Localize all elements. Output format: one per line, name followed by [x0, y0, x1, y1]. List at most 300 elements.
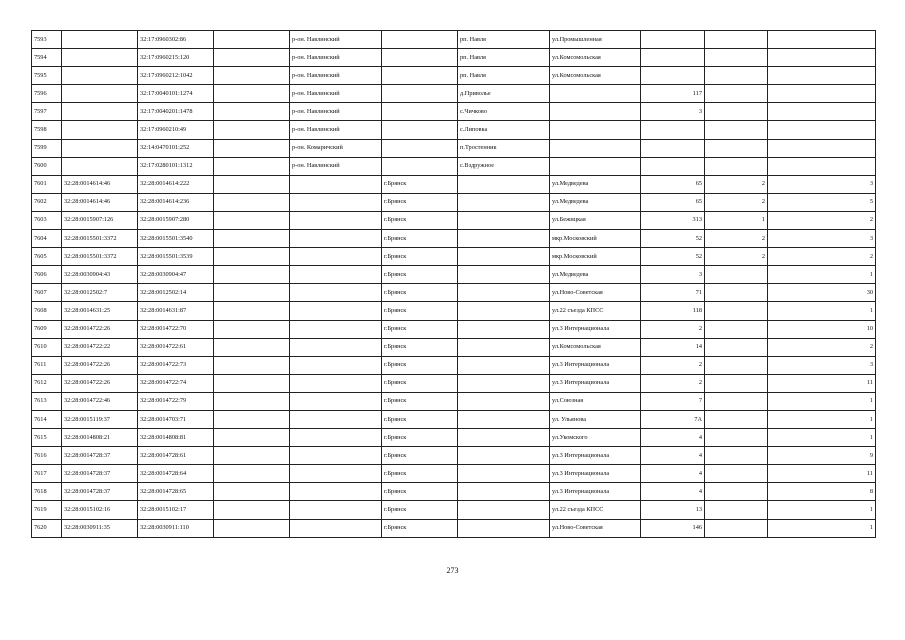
cell-cadastral-number: 32:17:0280101:1312 [138, 157, 214, 175]
cell-row-number: 7602 [32, 193, 62, 211]
cell-cadastral-number: 32:14:0470101:252 [138, 139, 214, 157]
cell-parent-cadastral-number: 32:28:0014722:22 [62, 338, 138, 356]
cell-parent-cadastral-number: 32:28:0030911:35 [62, 519, 138, 537]
cell-district [290, 501, 382, 519]
cell-settlement [458, 338, 550, 356]
cell-settlement [458, 175, 550, 193]
cell-blank-cell [214, 31, 290, 49]
cell-parent-cadastral-number: 32:28:0014631:25 [62, 302, 138, 320]
cell-building [705, 483, 768, 501]
cell-house-number: 2 [641, 374, 705, 392]
cell-blank-cell [214, 483, 290, 501]
table-row [32, 266, 876, 284]
cell-city: г.Брянск [382, 338, 458, 356]
cell-parent-cadastral-number: 32:28:0015119:37 [62, 410, 138, 428]
cell-city: г.Брянск [382, 266, 458, 284]
cell-cadastral-number: 32:28:0014728:61 [138, 447, 214, 465]
cell-city: г.Брянск [382, 302, 458, 320]
cell-district [290, 356, 382, 374]
cell-settlement [458, 356, 550, 374]
cell-district [290, 211, 382, 229]
cell-apartment [768, 67, 876, 85]
cell-blank-cell [214, 211, 290, 229]
cell-parent-cadastral-number: 32:28:0012502:7 [62, 284, 138, 302]
cell-blank-cell [214, 302, 290, 320]
cell-cadastral-number: 32:28:0015907:280 [138, 211, 214, 229]
cell-building [705, 320, 768, 338]
cell-blank-cell [214, 266, 290, 284]
cell-apartment: 5 [768, 193, 876, 211]
cell-street: ул.3 Интернационала [550, 447, 641, 465]
cell-parent-cadastral-number: 32:28:0014728:37 [62, 465, 138, 483]
cell-parent-cadastral-number [62, 49, 138, 67]
cell-city: г.Брянск [382, 356, 458, 374]
cell-row-number: 7606 [32, 266, 62, 284]
cell-settlement: рп. Навля [458, 31, 550, 49]
cell-parent-cadastral-number: 32:28:0015501:3372 [62, 230, 138, 248]
cell-city: г.Брянск [382, 211, 458, 229]
cell-city: г.Брянск [382, 230, 458, 248]
page-number: 273 [446, 566, 459, 575]
cell-parent-cadastral-number: 32:28:0014728:37 [62, 447, 138, 465]
cell-building [705, 139, 768, 157]
cell-settlement [458, 501, 550, 519]
cell-row-number: 7600 [32, 157, 62, 175]
cell-city: г.Брянск [382, 483, 458, 501]
cell-cadastral-number: 32:28:0015501:3539 [138, 248, 214, 266]
table-row [32, 501, 876, 519]
cell-row-number: 7605 [32, 248, 62, 266]
cell-house-number: 117 [641, 85, 705, 103]
cell-house-number [641, 139, 705, 157]
table-row [32, 139, 876, 157]
cell-street: ул.Комсомольская [550, 67, 641, 85]
cell-house-number: 7А [641, 410, 705, 428]
cell-city: г.Брянск [382, 175, 458, 193]
cell-parent-cadastral-number: 32:28:0015102:16 [62, 501, 138, 519]
cell-street: мкр.Московский [550, 230, 641, 248]
cell-house-number: 118 [641, 302, 705, 320]
property-register-table [31, 30, 876, 538]
cell-apartment: 1 [768, 501, 876, 519]
cell-building [705, 266, 768, 284]
cell-blank-cell [214, 519, 290, 537]
cell-settlement [458, 211, 550, 229]
cell-settlement [458, 374, 550, 392]
cell-street: ул.Комсомольская [550, 338, 641, 356]
cell-row-number: 7610 [32, 338, 62, 356]
cell-street: ул. Ульянова [550, 410, 641, 428]
cell-parent-cadastral-number [62, 85, 138, 103]
cell-blank-cell [214, 121, 290, 139]
cell-house-number: 3 [641, 266, 705, 284]
cell-house-number: 2 [641, 356, 705, 374]
cell-blank-cell [214, 157, 290, 175]
cell-street [550, 157, 641, 175]
cell-district [290, 483, 382, 501]
cell-street: ул.3 Интернационала [550, 356, 641, 374]
cell-cadastral-number: 32:28:0014722:61 [138, 338, 214, 356]
cell-settlement: рп. Навля [458, 49, 550, 67]
cell-cadastral-number: 32:28:0030904:47 [138, 266, 214, 284]
cell-parent-cadastral-number: 32:28:0014808:21 [62, 429, 138, 447]
cell-building [705, 447, 768, 465]
table-row [32, 230, 876, 248]
cell-building: 2 [705, 230, 768, 248]
cell-settlement: с.Вздружное [458, 157, 550, 175]
cell-house-number: 52 [641, 248, 705, 266]
cell-building [705, 356, 768, 374]
cell-blank-cell [214, 374, 290, 392]
cell-district: р-он. Навлинский [290, 103, 382, 121]
table-row [32, 465, 876, 483]
cell-apartment: 2 [768, 211, 876, 229]
cell-city [382, 49, 458, 67]
cell-row-number: 7619 [32, 501, 62, 519]
cell-street: ул.Медведева [550, 175, 641, 193]
cell-house-number [641, 121, 705, 139]
cell-street [550, 85, 641, 103]
cell-apartment: 2 [768, 248, 876, 266]
cell-apartment: 1 [768, 410, 876, 428]
cell-cadastral-number: 32:28:0014614:236 [138, 193, 214, 211]
cell-apartment: 3 [768, 356, 876, 374]
cell-street: ул.3 Интернационала [550, 483, 641, 501]
cell-row-number: 7601 [32, 175, 62, 193]
table-row [32, 447, 876, 465]
cell-building [705, 392, 768, 410]
cell-blank-cell [214, 248, 290, 266]
cell-apartment: 9 [768, 447, 876, 465]
cell-city [382, 103, 458, 121]
cell-row-number: 7611 [32, 356, 62, 374]
cell-street: ул.Медведева [550, 193, 641, 211]
cell-district [290, 519, 382, 537]
cell-house-number: 14 [641, 338, 705, 356]
cell-apartment: 3 [768, 175, 876, 193]
cell-apartment [768, 121, 876, 139]
cell-cadastral-number: 32:28:0014614:222 [138, 175, 214, 193]
cell-building [705, 410, 768, 428]
cell-house-number: 146 [641, 519, 705, 537]
cell-settlement [458, 447, 550, 465]
cell-house-number [641, 67, 705, 85]
cell-row-number: 7604 [32, 230, 62, 248]
cell-district [290, 284, 382, 302]
cell-street: ул.22 съезда КПСС [550, 501, 641, 519]
cell-blank-cell [214, 139, 290, 157]
cell-settlement [458, 248, 550, 266]
cell-house-number: 71 [641, 284, 705, 302]
cell-apartment: 1 [768, 429, 876, 447]
cell-row-number: 7618 [32, 483, 62, 501]
cell-building [705, 49, 768, 67]
cell-parent-cadastral-number [62, 157, 138, 175]
cell-cadastral-number: 32:17:0960302:86 [138, 31, 214, 49]
cell-apartment: 3 [768, 230, 876, 248]
cell-house-number [641, 157, 705, 175]
cell-apartment [768, 139, 876, 157]
cell-apartment: 2 [768, 338, 876, 356]
table-row [32, 302, 876, 320]
table-row [32, 103, 876, 121]
cell-district: р-он. Навлинский [290, 121, 382, 139]
cell-settlement [458, 410, 550, 428]
cell-settlement: с.Липовка [458, 121, 550, 139]
cell-apartment: 1 [768, 519, 876, 537]
cell-apartment: 1 [768, 266, 876, 284]
cell-blank-cell [214, 320, 290, 338]
cell-parent-cadastral-number: 32:28:0014722:26 [62, 356, 138, 374]
cell-settlement [458, 429, 550, 447]
cell-row-number: 7603 [32, 211, 62, 229]
table-row [32, 157, 876, 175]
cell-district [290, 193, 382, 211]
cell-blank-cell [214, 410, 290, 428]
cell-city: г.Брянск [382, 320, 458, 338]
cell-city: г.Брянск [382, 501, 458, 519]
cell-apartment [768, 103, 876, 121]
cell-row-number: 7614 [32, 410, 62, 428]
cell-city: г.Брянск [382, 429, 458, 447]
cell-street: ул.Промышленная [550, 31, 641, 49]
cell-street [550, 121, 641, 139]
cell-city [382, 157, 458, 175]
cell-street: ул.22 съезда КПСС [550, 302, 641, 320]
cell-house-number: 2 [641, 320, 705, 338]
cell-street: ул.3 Интернационала [550, 465, 641, 483]
cell-house-number: 13 [641, 501, 705, 519]
cell-street: мкр.Московский [550, 248, 641, 266]
table-row [32, 49, 876, 67]
cell-row-number: 7616 [32, 447, 62, 465]
table-row [32, 67, 876, 85]
cell-city [382, 139, 458, 157]
cell-blank-cell [214, 356, 290, 374]
table-row [32, 429, 876, 447]
cell-street: ул.3 Интернационала [550, 374, 641, 392]
cell-parent-cadastral-number: 32:28:0014614:46 [62, 193, 138, 211]
table-row [32, 338, 876, 356]
cell-street: ул.Комсомольская [550, 49, 641, 67]
cell-street: ул.Бежицкая [550, 211, 641, 229]
cell-city: г.Брянск [382, 392, 458, 410]
cell-row-number: 7595 [32, 67, 62, 85]
cell-house-number: 52 [641, 230, 705, 248]
cell-blank-cell [214, 338, 290, 356]
table-row [32, 248, 876, 266]
cell-building: 2 [705, 193, 768, 211]
cell-house-number [641, 31, 705, 49]
cell-cadastral-number: 32:28:0030911:110 [138, 519, 214, 537]
cell-apartment: 10 [768, 320, 876, 338]
cell-city: г.Брянск [382, 374, 458, 392]
cell-district [290, 429, 382, 447]
table-row [32, 320, 876, 338]
table-row [32, 85, 876, 103]
cell-cadastral-number: 32:28:0015501:3540 [138, 230, 214, 248]
cell-settlement [458, 302, 550, 320]
table-row [32, 193, 876, 211]
cell-settlement [458, 193, 550, 211]
cell-district: р-он. Навлинский [290, 85, 382, 103]
cell-city: г.Брянск [382, 410, 458, 428]
cell-street: ул.Медведева [550, 266, 641, 284]
cell-district [290, 320, 382, 338]
cell-district [290, 248, 382, 266]
cell-settlement [458, 320, 550, 338]
cell-cadastral-number: 32:17:0960215:120 [138, 49, 214, 67]
cell-parent-cadastral-number: 32:28:0014722:26 [62, 320, 138, 338]
cell-district [290, 447, 382, 465]
cell-building [705, 31, 768, 49]
cell-row-number: 7599 [32, 139, 62, 157]
cell-district [290, 266, 382, 284]
cell-parent-cadastral-number: 32:28:0014728:37 [62, 483, 138, 501]
cell-city: г.Брянск [382, 519, 458, 537]
cell-district [290, 374, 382, 392]
cell-row-number: 7607 [32, 284, 62, 302]
cell-city: г.Брянск [382, 193, 458, 211]
cell-street: ул.Ново-Советская [550, 519, 641, 537]
cell-city: г.Брянск [382, 447, 458, 465]
cell-cadastral-number: 32:17:0960212:1042 [138, 67, 214, 85]
cell-row-number: 7594 [32, 49, 62, 67]
cell-building [705, 103, 768, 121]
cell-settlement [458, 266, 550, 284]
cell-cadastral-number: 32:28:0012502:14 [138, 284, 214, 302]
cell-blank-cell [214, 501, 290, 519]
cell-blank-cell [214, 103, 290, 121]
cell-house-number: 4 [641, 465, 705, 483]
cell-district [290, 338, 382, 356]
cell-cadastral-number: 32:28:0014722:79 [138, 392, 214, 410]
cell-house-number: 4 [641, 429, 705, 447]
table-row [32, 483, 876, 501]
cell-blank-cell [214, 67, 290, 85]
cell-city [382, 31, 458, 49]
cell-building: 1 [705, 211, 768, 229]
cell-cadastral-number: 32:17:0040201:1478 [138, 103, 214, 121]
cell-apartment: 8 [768, 483, 876, 501]
cell-city: г.Брянск [382, 248, 458, 266]
cell-building [705, 67, 768, 85]
cell-cadastral-number: 32:17:0040101:1274 [138, 85, 214, 103]
cell-city [382, 85, 458, 103]
cell-blank-cell [214, 429, 290, 447]
cell-parent-cadastral-number: 32:28:0014722:26 [62, 374, 138, 392]
cell-building [705, 157, 768, 175]
cell-cadastral-number: 32:28:0014808:81 [138, 429, 214, 447]
cell-house-number [641, 49, 705, 67]
cell-city [382, 121, 458, 139]
cell-house-number: 313 [641, 211, 705, 229]
cell-parent-cadastral-number [62, 121, 138, 139]
cell-building [705, 338, 768, 356]
table-row [32, 121, 876, 139]
cell-cadastral-number: 32:28:0014703:71 [138, 410, 214, 428]
cell-parent-cadastral-number [62, 103, 138, 121]
cell-district: р-он. Комаричский [290, 139, 382, 157]
cell-apartment: 1 [768, 392, 876, 410]
table-body [32, 31, 876, 538]
cell-building [705, 374, 768, 392]
cell-house-number: 4 [641, 483, 705, 501]
cell-apartment [768, 85, 876, 103]
table-row [32, 374, 876, 392]
cell-settlement [458, 519, 550, 537]
cell-settlement: с.Чичково [458, 103, 550, 121]
cell-row-number: 7617 [32, 465, 62, 483]
cell-building [705, 501, 768, 519]
cell-settlement [458, 230, 550, 248]
cell-building [705, 519, 768, 537]
cell-district: р-он. Навлинский [290, 31, 382, 49]
cell-house-number: 7 [641, 392, 705, 410]
table-row [32, 211, 876, 229]
cell-street: ул.Ново-Советская [550, 284, 641, 302]
cell-street: ул.3 Интернационала [550, 320, 641, 338]
cell-apartment [768, 31, 876, 49]
cell-row-number: 7608 [32, 302, 62, 320]
cell-cadastral-number: 32:28:0014631:87 [138, 302, 214, 320]
cell-city: г.Брянск [382, 284, 458, 302]
cell-settlement: д.Приволье [458, 85, 550, 103]
table-row [32, 356, 876, 374]
cell-blank-cell [214, 193, 290, 211]
cell-apartment: 11 [768, 374, 876, 392]
cell-cadastral-number: 32:28:0014728:65 [138, 483, 214, 501]
cell-house-number: 4 [641, 447, 705, 465]
cell-district [290, 392, 382, 410]
cell-row-number: 7613 [32, 392, 62, 410]
cell-blank-cell [214, 49, 290, 67]
cell-settlement [458, 483, 550, 501]
cell-cadastral-number: 32:28:0014728:64 [138, 465, 214, 483]
cell-house-number: 65 [641, 193, 705, 211]
cell-district: р-он. Навлинский [290, 49, 382, 67]
table-row [32, 519, 876, 537]
cell-building: 2 [705, 248, 768, 266]
cell-row-number: 7593 [32, 31, 62, 49]
cell-parent-cadastral-number: 32:28:0015907:126 [62, 211, 138, 229]
cell-blank-cell [214, 85, 290, 103]
cell-settlement [458, 392, 550, 410]
cell-row-number: 7615 [32, 429, 62, 447]
cell-district: р-он. Навлинский [290, 157, 382, 175]
cell-blank-cell [214, 392, 290, 410]
cell-street: ул.Укомского [550, 429, 641, 447]
cell-settlement: п.Тростенник [458, 139, 550, 157]
cell-district [290, 465, 382, 483]
cell-row-number: 7598 [32, 121, 62, 139]
cell-row-number: 7597 [32, 103, 62, 121]
cell-street [550, 103, 641, 121]
cell-parent-cadastral-number: 32:28:0015501:3372 [62, 248, 138, 266]
cell-row-number: 7596 [32, 85, 62, 103]
cell-street [550, 139, 641, 157]
cell-district [290, 302, 382, 320]
cell-blank-cell [214, 465, 290, 483]
cell-building [705, 121, 768, 139]
cell-street: ул.Союзная [550, 392, 641, 410]
cell-cadastral-number: 32:28:0015102:17 [138, 501, 214, 519]
cell-building: 2 [705, 175, 768, 193]
cell-blank-cell [214, 447, 290, 465]
cell-apartment [768, 157, 876, 175]
cell-city [382, 67, 458, 85]
cell-building [705, 302, 768, 320]
